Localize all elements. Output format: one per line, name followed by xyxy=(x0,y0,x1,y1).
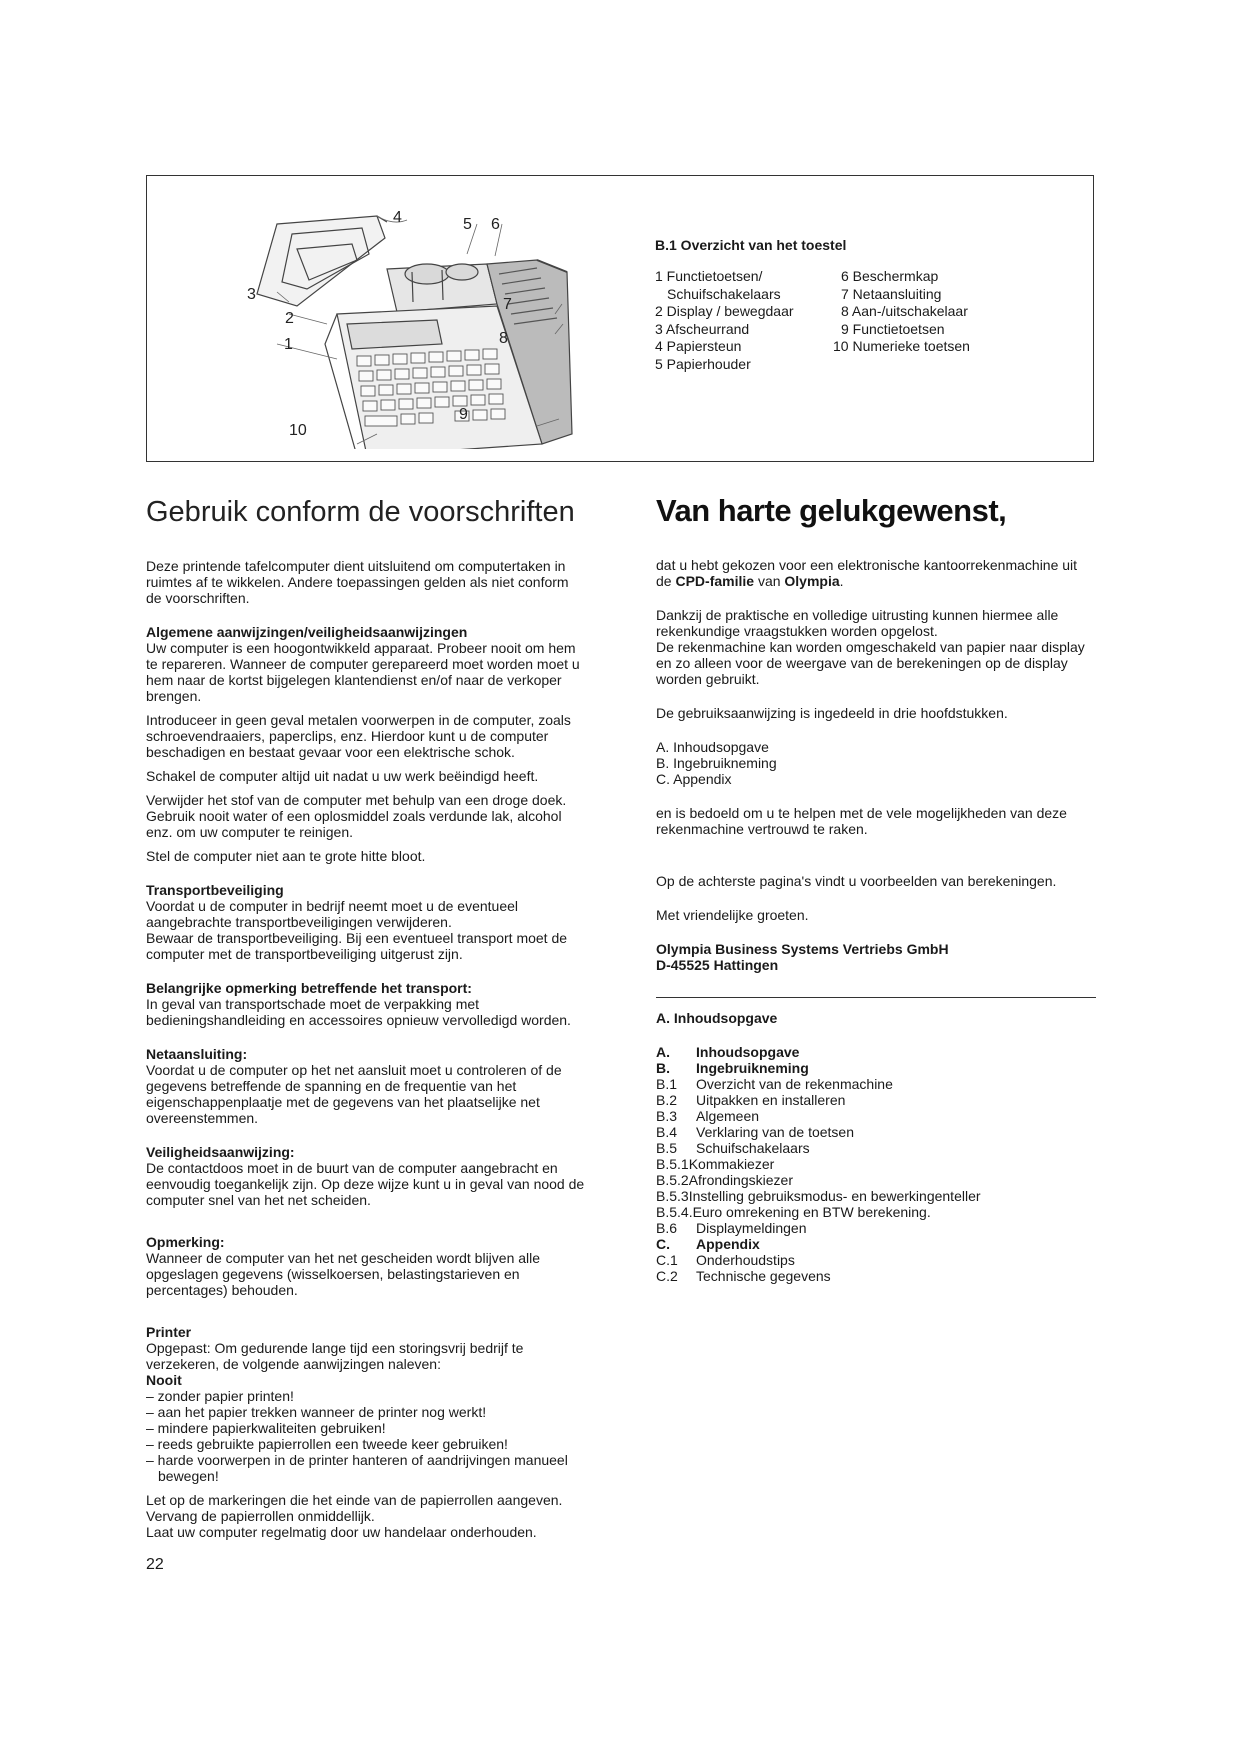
structure-paragraph: De gebruiksaanwijzing is ingedeeld in drie hoofdstukken. xyxy=(656,705,1008,721)
toc-number: B.3 xyxy=(656,1108,678,1124)
toc-entry xyxy=(656,1076,1096,1092)
callout-9: 9 xyxy=(459,406,468,423)
toc-number: C. xyxy=(656,1236,670,1252)
chapter-item: A. Inhoudsopgave xyxy=(656,739,769,755)
toc-label: Schuifschakelaars xyxy=(696,1140,810,1156)
toc-label: Verklaring van de toetsen xyxy=(696,1124,854,1140)
toc-number: B.5.1 xyxy=(656,1156,689,1172)
purpose-paragraph: en is bedoeld om u te helpen met de vele mogelijkheden van deze rekenmachine vertrouwd te raken. xyxy=(656,805,1067,837)
toc-number: B. xyxy=(656,1060,670,1076)
callout-8: 8 xyxy=(499,330,508,347)
callout-7: 7 xyxy=(503,296,512,313)
general-paragraph: Uw computer is een hoogontwikkeld apparaat. Probeer nooit om hem te repareren. Wanneer de computer gerepareerd moet worden moet u hem naar de kortst bijgelegen klantendienst en/of naar de verkoper brengen. xyxy=(146,640,580,704)
toc-label: Appendix xyxy=(696,1236,760,1252)
toc-label: Euro omrekening en BTW berekening. xyxy=(692,1204,931,1220)
toc-number: C.1 xyxy=(656,1252,678,1268)
overview-list-left xyxy=(655,268,794,374)
chapter-item: C. Appendix xyxy=(656,771,732,787)
table-of-contents xyxy=(656,1044,1096,1284)
general-paragraph: Stel de computer niet aan te grote hitte bloot. xyxy=(146,848,426,864)
toc-number: B.2 xyxy=(656,1092,678,1108)
toc-number: B.1 xyxy=(656,1076,678,1092)
company-address: D-45525 Hattingen xyxy=(656,957,779,973)
toc-label: Overzicht van de rekenmachine xyxy=(696,1076,893,1092)
safety-heading: Veiligheidsaanwijzing: xyxy=(146,1144,295,1160)
toc-entry xyxy=(656,1236,1096,1252)
overview-item: 4 Papiersteun xyxy=(655,338,742,355)
left-column xyxy=(146,490,586,1540)
important-paragraph: In geval van transportschade moet de verpakking met bedieningshandleiding en accessoires opnieuw vervolledigd worden. xyxy=(146,996,571,1028)
toc-label: Afrondingskiezer xyxy=(688,1172,793,1188)
transport-paragraph: Voordat u de computer in bedrijf neemt moet u de eventueel aangebrachte transportbeveiligingen verwijderen. xyxy=(146,898,519,930)
never-item: – zonder papier printen! xyxy=(146,1388,294,1404)
overview-item: 6 Beschermkap xyxy=(841,268,939,284)
toc-title: A. Inhoudsopgave xyxy=(656,1010,778,1026)
toc-number: B.5.4. xyxy=(656,1204,693,1220)
section-divider xyxy=(656,997,1096,998)
overview-list-right xyxy=(833,268,970,356)
closing-line: Let op de markeringen die het einde van de papierrollen aangeven. xyxy=(146,1492,563,1508)
overview-item: 2 Display / bewegdaar xyxy=(655,303,794,320)
left-heading: Gebruik conform de voorschriften xyxy=(146,496,575,528)
toc-label: Technische gegevens xyxy=(696,1268,831,1284)
toc-entry xyxy=(656,1044,1096,1060)
toc-entry xyxy=(656,1124,1096,1140)
device-overview-panel xyxy=(146,175,1094,462)
greeting: Met vriendelijke groeten. xyxy=(656,907,809,923)
callout-2: 2 xyxy=(285,310,294,327)
callout-4: 4 xyxy=(393,209,402,226)
toc-entry xyxy=(656,1188,1096,1204)
toc-number: B.6 xyxy=(656,1220,678,1236)
note-paragraph: Wanneer de computer van het net gescheiden wordt blijven alle opgeslagen gegevens (wisselkoersen, belastingstarieven en percentages) behouden. xyxy=(146,1250,541,1298)
toc-entry xyxy=(656,1172,1096,1188)
overview-item: 7 Netaansluiting xyxy=(841,285,942,302)
general-paragraph: Schakel de computer altijd uit nadat u uw werk beëindigd heeft. xyxy=(146,768,539,784)
callout-5: 5 xyxy=(463,216,472,233)
callout-1: 1 xyxy=(284,336,293,353)
intro-paragraph: Deze printende tafelcomputer dient uitsluitend om computertaken in ruimtes af te wikkelen. Andere toepassingen gelden als niet conform de voorschriften. xyxy=(146,558,569,606)
calculator-illustration xyxy=(237,194,637,449)
brand-name: Olympia xyxy=(784,573,840,589)
examples-paragraph: Op de achterste pagina's vindt u voorbeelden van berekeningen. xyxy=(656,873,1057,889)
overview-item: 1 Functietoetsen/ xyxy=(655,268,763,284)
welcome-end: . xyxy=(839,573,844,589)
toc-label: Instelling gebruiksmodus- en bewerkingenteller xyxy=(688,1188,981,1204)
closing-line: Laat uw computer regelmatig door uw handelaar onderhouden. xyxy=(146,1524,537,1540)
toc-entry xyxy=(656,1156,1096,1172)
closing-line: Vervang de papierrollen onmiddellijk. xyxy=(146,1508,375,1524)
general-paragraph: Verwijder het stof van de computer met behulp van een droge doek. Gebruik nooit water of een oplosmiddel zoals verdunde lak, alcohol enz. om uw computer te reinigen. xyxy=(146,792,567,840)
toc-number: C.2 xyxy=(656,1268,678,1284)
welcome-text: dat u hebt gekozen voor een elektronische kantoorrekenmachine uit de xyxy=(656,557,1078,589)
note-heading: Opmerking: xyxy=(146,1234,225,1250)
printer-paragraph: Opgepast: Om gedurende lange tijd een storingsvrij bedrijf te verzekeren, de volgende aanwijzingen naleven: xyxy=(146,1340,524,1372)
overview-item: 5 Papierhouder xyxy=(655,355,751,372)
toc-number: A. xyxy=(656,1044,670,1060)
toc-entry xyxy=(656,1060,1096,1076)
toc-entry xyxy=(656,1140,1096,1156)
never-item: – aan het papier trekken wanneer de printer nog werkt! xyxy=(146,1404,487,1420)
right-column xyxy=(656,490,1096,1284)
toc-entry xyxy=(656,1252,1096,1268)
toc-label: Onderhoudstips xyxy=(696,1252,795,1268)
toc-label: Uitpakken en installeren xyxy=(696,1092,846,1108)
callout-3: 3 xyxy=(247,286,256,303)
toc-number: B.4 xyxy=(656,1124,678,1140)
company-name: Olympia Business Systems Vertriebs GmbH xyxy=(656,941,949,957)
toc-label: Kommakiezer xyxy=(688,1156,775,1172)
printer-heading: Printer xyxy=(146,1324,192,1340)
toc-entry xyxy=(656,1204,1096,1220)
transport-heading: Transportbeveiliging xyxy=(146,882,284,898)
features-paragraph: Dankzij de praktische en volledige uitrusting kunnen hiermee alle rekenkundige vraagstukken worden opgelost. xyxy=(656,607,1059,639)
toc-label: Ingebruikneming xyxy=(696,1060,809,1076)
page-number: 22 xyxy=(146,1556,164,1573)
overview-item: 3 Afscheurrand xyxy=(655,320,750,337)
overview-title: B.1 Overzicht van het toestel xyxy=(655,237,847,253)
important-heading: Belangrijke opmerking betreffende het transport: xyxy=(146,980,472,996)
toc-entry xyxy=(656,1268,1096,1284)
family-name: CPD-familie xyxy=(675,573,755,589)
chapter-item: B. Ingebruikneming xyxy=(656,755,777,771)
toc-entry xyxy=(656,1108,1096,1124)
toc-entry xyxy=(656,1220,1096,1236)
toc-label: Displaymeldingen xyxy=(696,1220,807,1236)
welcome-paragraph xyxy=(656,557,1096,589)
never-item: – reeds gebruikte papierrollen een tweede keer gebruiken! xyxy=(146,1436,508,1452)
toc-number: B.5 xyxy=(656,1140,678,1156)
callout-10: 10 xyxy=(289,422,307,439)
safety-paragraph: De contactdoos moet in de buurt van de computer aangebracht en eenvoudig toegankelijk zijn. Op deze wijze kunt u in geval van nood de computer snel van het net scheiden. xyxy=(146,1160,585,1208)
never-item: – mindere papierkwaliteiten gebruiken! xyxy=(146,1420,386,1436)
toc-number: B.5.3 xyxy=(656,1188,689,1204)
welcome-van: van xyxy=(757,573,781,589)
toc-entry xyxy=(656,1092,1096,1108)
toc-number: B.5.2 xyxy=(656,1172,689,1188)
general-heading: Algemene aanwijzingen/veiligheidsaanwijzingen xyxy=(146,624,468,640)
never-item: – harde voorwerpen in de printer hanteren of aandrijvingen manueel bewegen! xyxy=(146,1452,568,1484)
overview-item: 8 Aan-/uitschakelaar xyxy=(841,303,968,320)
overview-item: 10 Numerieke toetsen xyxy=(833,338,970,355)
toc-label: Inhoudsopgave xyxy=(696,1044,800,1060)
never-label: Nooit xyxy=(146,1372,182,1388)
transport-paragraph: Bewaar de transportbeveiliging. Bij een eventueel transport moet de computer met de transportbeveiliging uitgerust zijn. xyxy=(146,930,568,962)
mains-paragraph: Voordat u de computer op het net aansluit moet u controleren of de gegevens betreffende de spanning en de frequentie van het eigenschappenplaatje met de gegevens van het plaatselijke net overeenstemmen. xyxy=(146,1062,562,1126)
right-heading: Van harte gelukgewenst, xyxy=(656,493,1007,528)
toc-label: Algemeen xyxy=(696,1108,760,1124)
callout-6: 6 xyxy=(491,216,500,233)
display-paragraph: De rekenmachine kan worden omgeschakeld van papier naar display en zo alleen voor de weergave van de berekeningen op de display worden gebruikt. xyxy=(656,639,1085,687)
mains-heading: Netaansluiting: xyxy=(146,1046,248,1062)
general-paragraph: Introduceer in geen geval metalen voorwerpen in de computer, zoals schroevendraaiers, paperclips, enz. Hierdoor kunt u de computer beschadigen en bestaat gevaar voor een elektrische schok. xyxy=(146,712,571,760)
overview-item: 9 Functietoetsen xyxy=(841,320,945,337)
overview-item: Schuifschakelaars xyxy=(667,285,781,302)
